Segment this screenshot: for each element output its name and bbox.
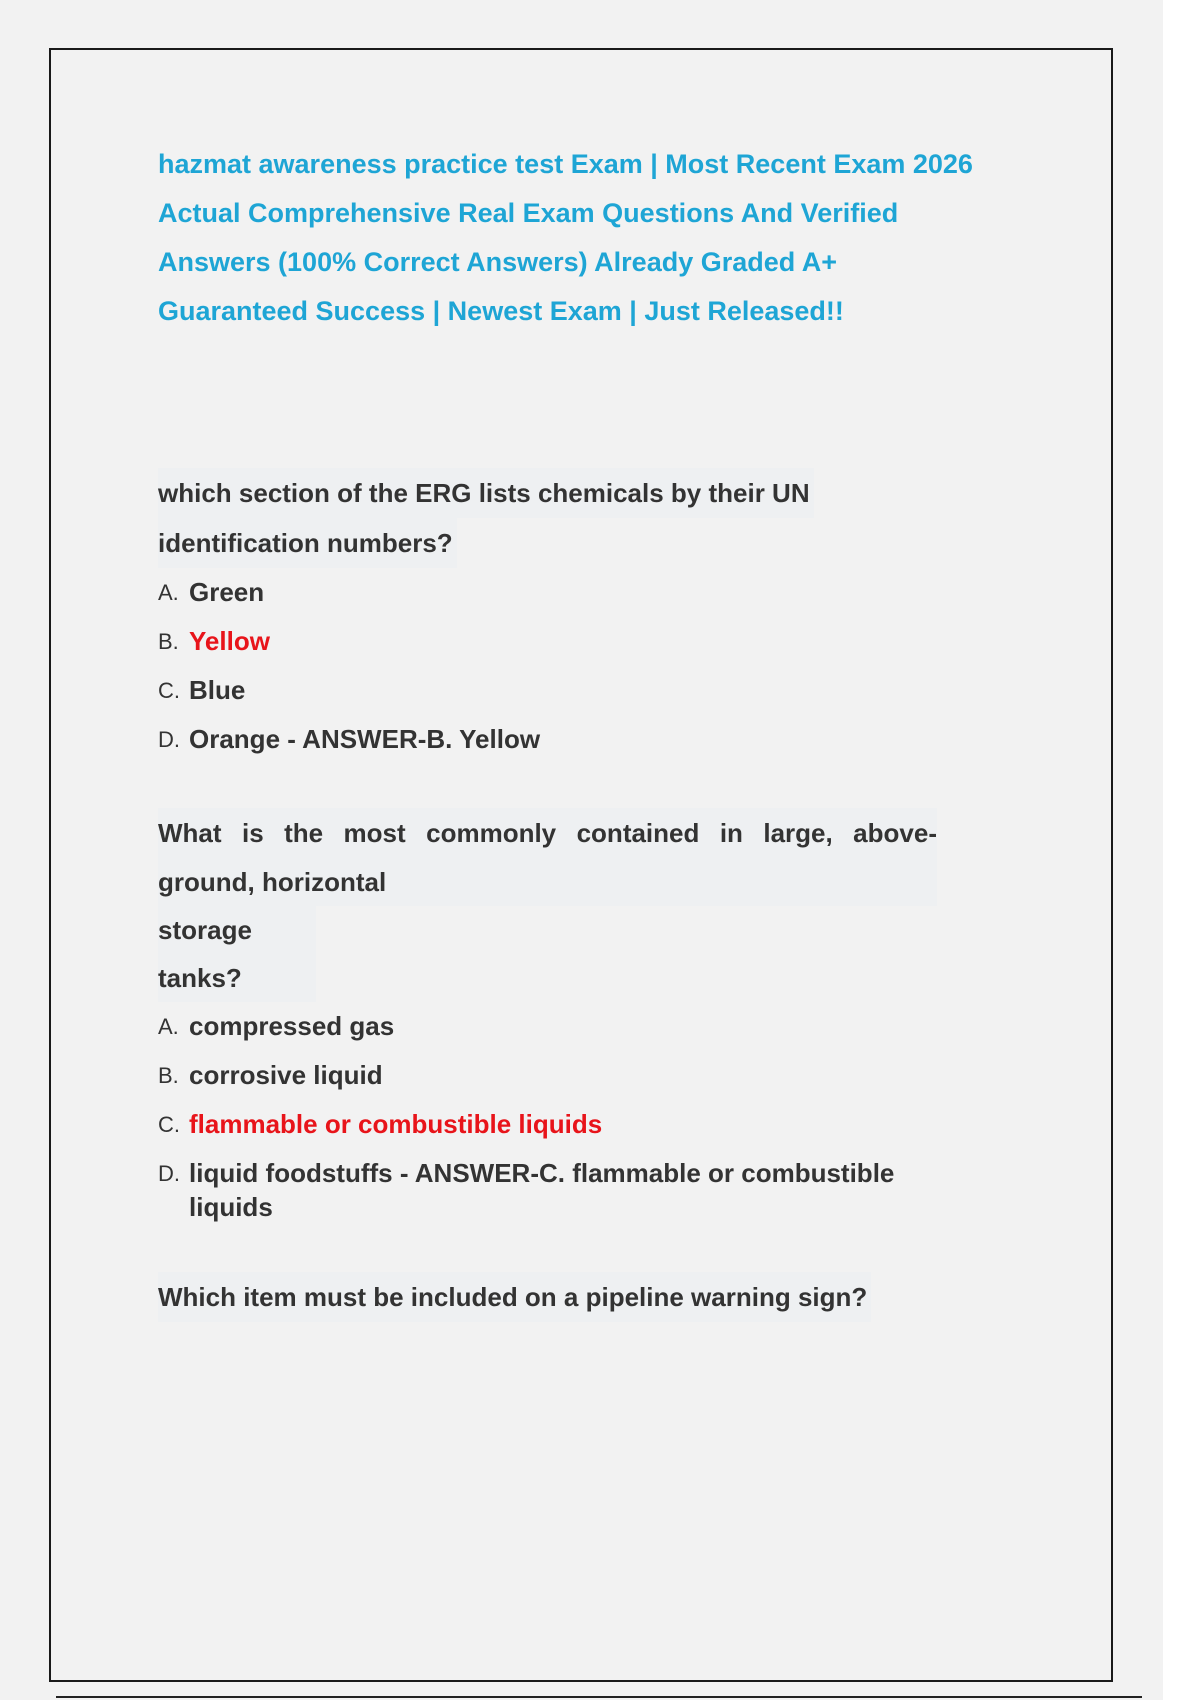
option-letter: D. — [158, 1161, 180, 1186]
correct-option-text: Yellow — [189, 626, 270, 656]
question-2-line: ground, horizontal — [158, 867, 387, 897]
option-letter: C. — [158, 678, 180, 703]
question-1 — [158, 468, 1038, 568]
question-2-options — [158, 1002, 1038, 1232]
document-content — [158, 140, 1038, 1322]
question-2 — [158, 808, 1038, 1002]
question-2-block — [158, 906, 316, 1002]
option-d — [158, 1149, 1038, 1232]
document-title — [158, 140, 1038, 336]
question-3 — [158, 1272, 1038, 1322]
option-text: corrosive liquid — [189, 1060, 383, 1090]
option-text-continued: liquids — [189, 1192, 273, 1222]
question-1-line: identification numbers? — [158, 518, 457, 568]
option-letter: A. — [158, 580, 179, 605]
question-2-block — [158, 858, 937, 906]
title-line: Answers (100% Correct Answers) Already Graded A+ — [158, 247, 838, 277]
bottom-rule — [56, 1696, 1142, 1698]
option-text: Green — [189, 577, 265, 607]
option-c — [158, 666, 1038, 715]
title-line: hazmat awareness practice test Exam | Most Recent Exam 2026 — [158, 149, 973, 179]
question-2-line: What is the most commonly contained in large, above- — [158, 808, 937, 858]
option-letter: C. — [158, 1112, 180, 1137]
option-letter: D. — [158, 727, 180, 752]
option-c — [158, 1100, 1038, 1149]
option-text: compressed gas — [189, 1011, 395, 1041]
option-b — [158, 1051, 1038, 1100]
question-3-text: Which item must be included on a pipeline warning sign? — [158, 1272, 871, 1322]
option-letter: B. — [158, 1063, 179, 1088]
title-line: Guaranteed Success | Newest Exam | Just Released!! — [158, 296, 844, 326]
option-text: liquid foodstuffs - ANSWER-C. flammable or combustible — [189, 1158, 895, 1188]
question-2-line: tanks? — [158, 963, 242, 993]
option-b — [158, 617, 1038, 666]
option-text: Orange - ANSWER-B. Yellow — [189, 724, 541, 754]
title-line: Actual Comprehensive Real Exam Questions And Verified — [158, 198, 899, 228]
question-1-options — [158, 568, 1038, 764]
question-1-line: which section of the ERG lists chemicals by their UN — [158, 468, 814, 518]
option-letter: B. — [158, 629, 179, 654]
question-2-line: storage — [158, 915, 252, 945]
option-d — [158, 715, 1038, 764]
option-text: Blue — [189, 675, 246, 705]
option-a — [158, 1002, 1038, 1051]
option-d-text — [189, 1149, 894, 1232]
option-letter: A. — [158, 1014, 179, 1039]
correct-option-text: flammable or combustible liquids — [189, 1109, 603, 1139]
option-a — [158, 568, 1038, 617]
